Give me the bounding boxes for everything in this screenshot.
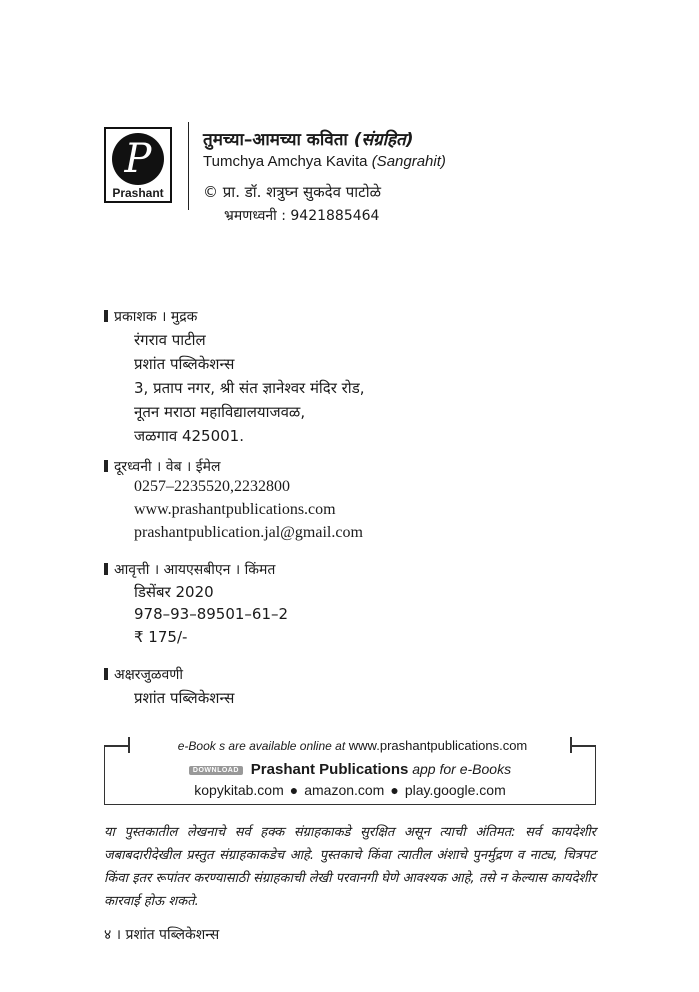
ebook-box-top-right — [570, 745, 596, 747]
heading-bar-icon — [104, 460, 108, 472]
contact-heading — [104, 457, 221, 476]
isbn: 978–93–89501–61–2 — [134, 605, 289, 623]
edition-date: डिसेंबर 2020 — [134, 583, 214, 601]
heading-bar-icon — [104, 310, 108, 322]
title-mr-text: तुमच्या–आमच्या कविता — [203, 130, 348, 150]
page-footer: ४ । प्रशांत पब्लिकेशन्स — [104, 927, 220, 943]
logo-mark: P — [112, 133, 164, 185]
ebook-app-suffix: app for e-Books — [412, 761, 512, 777]
mobile-line: भ्रमणध्वनी : 9421885464 — [224, 208, 380, 224]
logo-brand: Prashant — [112, 186, 164, 200]
ebook-availability — [140, 738, 565, 753]
ebook-app-line — [104, 761, 596, 778]
title-mr-suffix: (संग्रहित) — [353, 130, 414, 150]
ebook-available-text: e-Book s are available online at — [177, 739, 346, 753]
copyright-notice: या पुस्तकातील लेखनाचे सर्व हक्क संग्राहकाकडे सुरक्षित असून त्याची अंतिमत: सर्व कायदेशीर जबाबदारीदेखील प्रस्तुत संग्राहकाकडेच आहे. पुस्तकाचे किंवा त्यातील अंशाचे पुनर्मुद्रण व नाट्य, चित्रपट किंवा इतर रूपांतर करण्यासाठी संग्राहकाची लेखी परवानगी घेणे आवश्यक आहे, तसे न केल्यास कायदेशीर कारवाई होऊ शकते. — [104, 825, 596, 909]
ebook-box-top-left — [104, 745, 128, 747]
ebook-box-tick-right — [570, 737, 572, 753]
publisher-heading-text: प्रकाशक । मुद्रक — [114, 309, 198, 325]
typesetting-by: प्रशांत पब्लिकेशन्स — [134, 689, 235, 707]
publisher-line: नूतन मराठा महाविद्यालयाजवळ, — [134, 403, 306, 421]
store-link[interactable]: amazon.com — [304, 782, 385, 798]
website-link[interactable]: www.prashantpublications.com — [134, 501, 336, 518]
ebook-stores — [104, 782, 596, 798]
typesetting-heading — [104, 665, 183, 684]
contact-heading-text: दूरध्वनी । वेब । ईमेल — [114, 459, 221, 475]
publisher-line: 3, प्रताप नगर, श्री संत ज्ञानेश्वर मंदिर रोड, — [134, 379, 365, 397]
price: ₹ 175/- — [134, 628, 188, 646]
store-link[interactable]: kopykitab.com — [194, 782, 284, 798]
title-en-text: Tumchya Amchya Kavita — [203, 153, 368, 170]
phone-number: 0257–2235520,2232800 — [134, 478, 290, 495]
typesetting-heading-text: अक्षरजुळवणी — [114, 667, 184, 683]
bullet-icon: ● — [390, 782, 399, 798]
heading-bar-icon — [104, 668, 108, 680]
author-line: © प्रा. डॉ. शत्रुघ्न सुकदेव पाटोळे — [203, 183, 381, 201]
publisher-line: रंगराव पाटील — [134, 331, 206, 349]
email-link[interactable]: prashantpublication.jal@gmail.com — [134, 524, 363, 541]
book-title-english — [203, 153, 446, 170]
header-divider — [188, 122, 189, 210]
download-badge-icon: DOWNLOAD — [189, 766, 243, 775]
title-en-suffix: (Sangrahit) — [371, 153, 446, 170]
ebook-site-link[interactable]: www.prashantpublications.com — [348, 738, 528, 753]
publisher-heading — [104, 307, 197, 326]
publisher-line: जळगाव 425001. — [134, 427, 244, 445]
edition-heading — [104, 560, 275, 579]
store-link[interactable]: play.google.com — [404, 782, 506, 798]
ebook-app-name: Prashant Publications — [250, 761, 409, 778]
publisher-line: प्रशांत पब्लिकेशन्स — [134, 355, 235, 373]
edition-heading-text: आवृत्ती । आयएसबीएन । किंमत — [114, 562, 276, 578]
publisher-logo — [104, 127, 172, 203]
ebook-box-tick-left — [128, 737, 130, 753]
book-title-marathi — [203, 127, 413, 150]
heading-bar-icon — [104, 563, 108, 575]
bullet-icon: ● — [289, 782, 299, 798]
